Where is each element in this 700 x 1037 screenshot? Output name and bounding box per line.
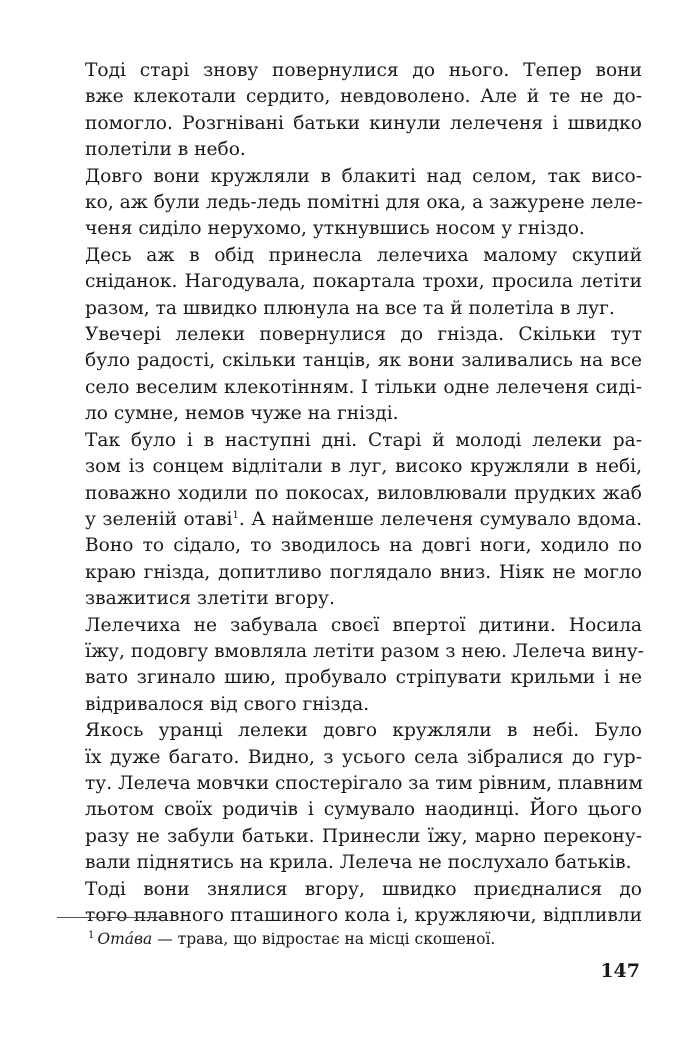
text-line: льотом своїх родичів і сумувало наодинці. Його цього: [85, 799, 642, 821]
text-line: Воно то сідало, то зводилось на довгі ноги, ходило по: [85, 535, 642, 557]
text-line: разу не забули батьки. Принесли їжу, марно перекону-: [85, 825, 642, 847]
text-line: Тоді старі знову повернулися до нього. Тепер вони: [85, 60, 642, 81]
text-line: Якось уранці лелеки довго кружляли в небі. Було: [85, 720, 642, 742]
text-line: було радості, скільки танців, як вони заливались на все: [85, 350, 642, 372]
paragraph: [57, 58, 642, 164]
footnote-number: 1: [88, 930, 95, 941]
footnote-term: Ота́ва: [97, 930, 153, 948]
text-line: ченя сиділо нерухомо, уткнувшись носом у гніздо.: [85, 218, 585, 240]
paragraph: [57, 243, 642, 322]
text-line: краю гнізда, допитливо поглядало вниз. Ніяк не могло: [85, 561, 642, 583]
paragraph: [57, 322, 642, 428]
text-fragment: . А найменше лелеченя сумувало вдома.: [238, 508, 642, 530]
text-line: Довго вони кружляли в блакиті над селом, так висо-: [85, 165, 642, 187]
text-line: ло сумне, немов чуже на гнізді.: [85, 403, 399, 425]
text-line: зважитися злетіти вгору.: [85, 588, 335, 610]
text-line: їх дуже багато. Видно, з усього села зібралися до гур-: [85, 746, 642, 768]
paragraph: [57, 164, 642, 243]
paragraph: [57, 718, 642, 876]
text-line: зом із сонцем відлітали в луг, високо кружляли в небі,: [85, 456, 642, 478]
text-line: того плавного пташиного кола і, кружляючи, відпливли: [85, 905, 642, 926]
text-line: помогло. Розгнівані батьки кинули лелеченя і швидко: [85, 112, 642, 134]
text-line: їжу, подовгу вмовляла летіти разом з нею. Лелеча вину-: [85, 640, 644, 662]
footnote: [88, 926, 495, 949]
text-line: полетіли в небо.: [85, 139, 246, 161]
text-line: ту. Лелеча мовчки спостерігало за тим рівним, плавним: [85, 772, 643, 794]
text-line: вато згинало шию, пробувало стріпувати крильми і не: [85, 667, 642, 689]
text-line: Увечері лелеки повернулися до гнізда. Скільки тут: [85, 324, 642, 346]
text-line: вже клекотали сердито, невдоволено. Але й те не до-: [85, 86, 642, 108]
paragraph: [57, 877, 642, 930]
page-body: [57, 58, 642, 929]
footnote-divider: [57, 917, 165, 918]
text-line: Тоді вони знялися вгору, швидко приєдналися до: [85, 878, 642, 900]
footnote-ref: 1: [232, 509, 239, 521]
text-line: ко, аж були ледь-ледь помітні для ока, а зажурене леле-: [85, 192, 643, 214]
text-line: сніданок. Нагодувала, покартала трохи, просила летіти: [85, 271, 642, 293]
paragraph: [57, 428, 642, 613]
footnote-text: — трава, що відростає на місці скошеної.: [152, 930, 496, 948]
text-line: разом, та швидко плюнула на все та й полетіла в луг.: [85, 297, 615, 319]
text-line-with-footnote: [57, 507, 642, 533]
text-line: Десь аж в обід принесла лелечиха малому скупий: [85, 244, 642, 266]
page-number: 147: [600, 960, 640, 982]
text-line: поважно ходили по покосах, виловлювали прудких жаб: [85, 482, 642, 504]
text-line: село веселим клекотінням. І тільки одне лелеченя сиді-: [85, 376, 642, 398]
text-line: відривалося від свого гнізда.: [85, 693, 370, 715]
paragraph: [57, 613, 642, 719]
text-fragment: у зеленій отаві: [85, 508, 233, 530]
text-line: вали піднятись на крила. Лелеча не послухало батьків.: [85, 852, 632, 874]
text-line: Лелечиха не забувала своєї впертої дитини. Носила: [85, 614, 642, 636]
text-line: Так було і в наступні дні. Старі й молоді лелеки ра-: [85, 429, 642, 451]
